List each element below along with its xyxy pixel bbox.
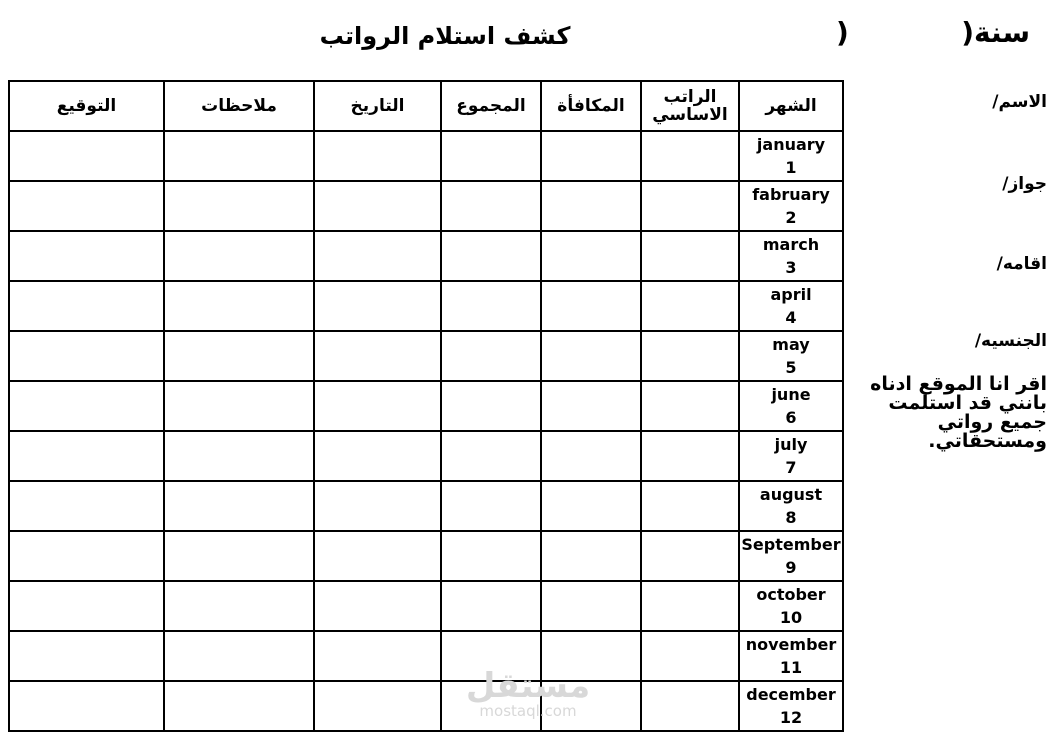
- month-name: fabruary: [752, 185, 830, 204]
- signature-cell[interactable]: [9, 481, 164, 531]
- total-cell[interactable]: [441, 281, 541, 331]
- month-cell: [739, 181, 843, 231]
- bonus-cell[interactable]: [541, 531, 641, 581]
- month-name: january: [756, 135, 826, 154]
- bonus-cell[interactable]: [541, 431, 641, 481]
- table-row: [9, 281, 843, 331]
- total-cell[interactable]: [441, 381, 541, 431]
- year-label: سنة(: [961, 16, 1030, 49]
- date-cell[interactable]: [314, 581, 441, 631]
- bonus-cell[interactable]: [541, 381, 641, 431]
- notes-cell[interactable]: [164, 281, 314, 331]
- month-name: october: [756, 585, 826, 604]
- month-number: 5: [785, 358, 797, 377]
- date-cell[interactable]: [314, 631, 441, 681]
- month-cell: [739, 381, 843, 431]
- total-cell[interactable]: [441, 581, 541, 631]
- notes-cell[interactable]: [164, 481, 314, 531]
- month-cell: [739, 131, 843, 181]
- signature-cell[interactable]: [9, 131, 164, 181]
- column-header-basic-salary: الراتب الاساسي: [641, 81, 739, 131]
- month-name: july: [774, 435, 808, 454]
- salary-table: [8, 80, 844, 732]
- total-cell[interactable]: [441, 431, 541, 481]
- month-cell: [739, 281, 843, 331]
- month-number: 12: [779, 708, 803, 727]
- name-field-label: الاسم/: [992, 92, 1047, 112]
- table-row: [9, 381, 843, 431]
- signature-cell[interactable]: [9, 681, 164, 731]
- total-cell[interactable]: [441, 131, 541, 181]
- total-cell[interactable]: [441, 231, 541, 281]
- signature-cell[interactable]: [9, 281, 164, 331]
- notes-cell[interactable]: [164, 431, 314, 481]
- total-cell[interactable]: [441, 681, 541, 731]
- month-name: november: [745, 635, 837, 654]
- column-header-month: الشهر: [739, 81, 843, 131]
- basic-salary-cell[interactable]: [641, 481, 739, 531]
- column-header-signature: التوقيع: [9, 81, 164, 131]
- total-cell[interactable]: [441, 181, 541, 231]
- declaration-text: اقر انا الموقع ادناه بانني قد استلمت جميع رواتي ومستحقاتي.: [870, 373, 1047, 452]
- column-header-date: التاريخ: [314, 81, 441, 131]
- total-cell[interactable]: [441, 631, 541, 681]
- table-row: [9, 331, 843, 381]
- bonus-cell[interactable]: [541, 281, 641, 331]
- month-name: may: [772, 335, 810, 354]
- total-cell[interactable]: [441, 331, 541, 381]
- month-cell: [739, 631, 843, 681]
- date-cell[interactable]: [314, 331, 441, 381]
- year-close-paren: ): [836, 16, 849, 49]
- basic-salary-cell[interactable]: [641, 131, 739, 181]
- month-number: 8: [785, 508, 797, 527]
- date-cell[interactable]: [314, 281, 441, 331]
- month-number: 7: [785, 458, 797, 477]
- basic-salary-cell[interactable]: [641, 381, 739, 431]
- notes-cell[interactable]: [164, 231, 314, 281]
- month-cell: [739, 481, 843, 531]
- signature-cell[interactable]: [9, 181, 164, 231]
- month-number: 3: [785, 258, 797, 277]
- date-cell[interactable]: [314, 481, 441, 531]
- table-row: [9, 181, 843, 231]
- notes-cell[interactable]: [164, 581, 314, 631]
- signature-cell[interactable]: [9, 231, 164, 281]
- bonus-cell[interactable]: [541, 331, 641, 381]
- month-name: june: [771, 385, 811, 404]
- signature-cell[interactable]: [9, 531, 164, 581]
- notes-cell[interactable]: [164, 331, 314, 381]
- column-header-notes: ملاحظات: [164, 81, 314, 131]
- basic-salary-cell[interactable]: [641, 681, 739, 731]
- basic-salary-cell[interactable]: [641, 231, 739, 281]
- date-cell[interactable]: [314, 131, 441, 181]
- month-number: 9: [785, 558, 797, 577]
- month-cell: [739, 331, 843, 381]
- table-header-row: [9, 81, 843, 131]
- notes-cell[interactable]: [164, 681, 314, 731]
- passport-field-label: جواز/: [1002, 174, 1047, 194]
- basic-salary-cell[interactable]: [641, 581, 739, 631]
- table-row: [9, 681, 843, 731]
- month-cell: [739, 581, 843, 631]
- date-cell[interactable]: [314, 381, 441, 431]
- signature-cell[interactable]: [9, 581, 164, 631]
- month-number: 11: [779, 658, 803, 677]
- month-name: december: [746, 685, 836, 704]
- date-cell[interactable]: [314, 431, 441, 481]
- nationality-field-label: الجنسيه/: [974, 331, 1047, 351]
- basic-salary-cell[interactable]: [641, 181, 739, 231]
- basic-salary-cell[interactable]: [641, 431, 739, 481]
- bonus-cell[interactable]: [541, 581, 641, 631]
- month-number: 6: [785, 408, 797, 427]
- month-number: 1: [785, 158, 797, 177]
- total-cell[interactable]: [441, 531, 541, 581]
- month-name: april: [770, 285, 812, 304]
- basic-salary-cell[interactable]: [641, 631, 739, 681]
- bonus-cell[interactable]: [541, 481, 641, 531]
- signature-cell[interactable]: [9, 381, 164, 431]
- month-cell: [739, 231, 843, 281]
- total-cell[interactable]: [441, 481, 541, 531]
- residency-field-label: اقامه/: [996, 254, 1047, 274]
- month-number: 10: [779, 608, 803, 627]
- month-number: 4: [785, 308, 797, 327]
- table-row: [9, 231, 843, 281]
- basic-salary-cell[interactable]: [641, 531, 739, 581]
- basic-salary-cell[interactable]: [641, 281, 739, 331]
- bonus-cell[interactable]: [541, 231, 641, 281]
- page-title: كشف استلام الرواتب: [319, 22, 571, 50]
- notes-cell[interactable]: [164, 631, 314, 681]
- column-header-total: المجموع: [441, 81, 541, 131]
- watermark-arabic: مستقل: [465, 666, 591, 706]
- basic-salary-cell[interactable]: [641, 331, 739, 381]
- notes-cell[interactable]: [164, 181, 314, 231]
- bonus-cell[interactable]: [541, 681, 641, 731]
- date-cell[interactable]: [314, 681, 441, 731]
- signature-cell[interactable]: [9, 631, 164, 681]
- month-cell: [739, 681, 843, 731]
- notes-cell[interactable]: [164, 131, 314, 181]
- table-row: [9, 131, 843, 181]
- month-cell: [739, 531, 843, 581]
- bonus-cell[interactable]: [541, 631, 641, 681]
- month-name: September: [741, 535, 841, 554]
- bonus-cell[interactable]: [541, 131, 641, 181]
- signature-cell[interactable]: [9, 331, 164, 381]
- month-number: 2: [785, 208, 797, 227]
- notes-cell[interactable]: [164, 531, 314, 581]
- date-cell[interactable]: [314, 181, 441, 231]
- bonus-cell[interactable]: [541, 181, 641, 231]
- table-row: [9, 581, 843, 631]
- table-row: [9, 431, 843, 481]
- table-row: [9, 531, 843, 581]
- month-name: august: [759, 485, 823, 504]
- watermark-latin: mostaql.com: [479, 702, 577, 720]
- month-cell: [739, 431, 843, 481]
- month-name: march: [762, 235, 820, 254]
- signature-cell[interactable]: [9, 431, 164, 481]
- column-header-bonus: المكافأة: [541, 81, 641, 131]
- notes-cell[interactable]: [164, 381, 314, 431]
- table-row: [9, 481, 843, 531]
- date-cell[interactable]: [314, 531, 441, 581]
- date-cell[interactable]: [314, 231, 441, 281]
- table-row: [9, 631, 843, 681]
